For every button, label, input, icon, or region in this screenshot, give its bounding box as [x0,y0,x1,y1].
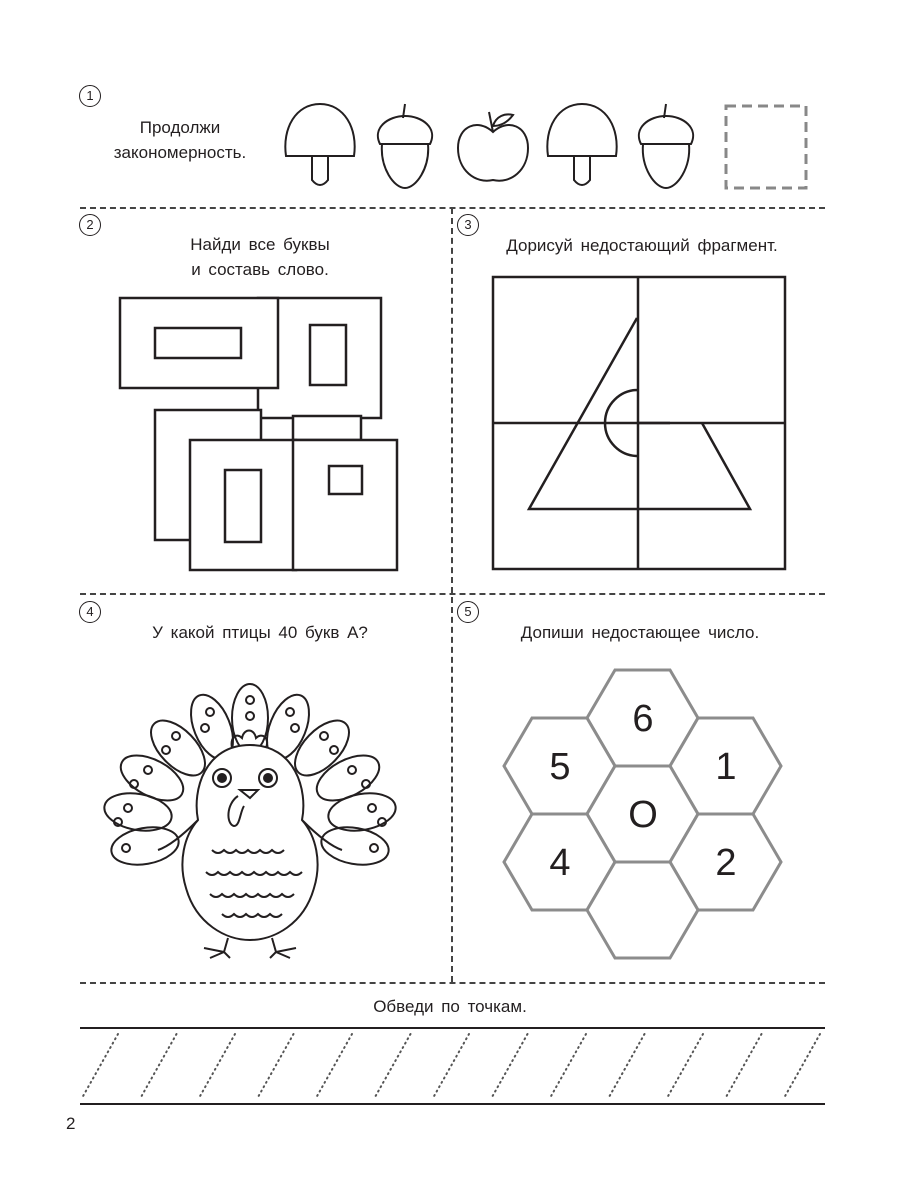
task-4-instruction: У какой птицы 40 букв А? [152,623,368,642]
tracing-dotted-line[interactable] [316,1034,352,1098]
task-number-1: 1 [79,85,101,107]
hex-value-lower-right: 2 [715,842,737,884]
page-number: 2 [66,1114,76,1133]
task-number-2: 2 [79,214,101,236]
tracing-dotted-line[interactable] [550,1034,586,1098]
task-1-line-1: Продолжи [139,118,221,137]
tracing-dotted-line[interactable] [375,1034,411,1098]
task-6-instruction: Обведи по точкам. [373,997,527,1016]
task-number-3: 3 [457,214,479,236]
tracing-dotted-line[interactable] [433,1034,469,1098]
tracing-dotted-line[interactable] [667,1034,703,1098]
task-number-5: 5 [457,601,479,623]
tracing-dotted-line[interactable] [199,1034,235,1098]
hex-value-center: О [628,794,658,836]
tracing-dotted-line[interactable] [141,1034,177,1098]
tracing-dotted-line[interactable] [492,1034,528,1098]
tracing-dotted-line[interactable] [258,1034,294,1098]
tracing-dotted-line[interactable] [609,1034,645,1098]
tracing-dotted-line[interactable] [784,1034,820,1098]
task-number-4: 4 [79,601,101,623]
tracing-dotted-line[interactable] [82,1034,118,1098]
hex-value-upper-left: 5 [549,746,571,788]
task-3-instruction: Дорисуй недостающий фрагмент. [506,236,778,255]
tracing-dotted-line[interactable] [726,1034,762,1098]
task-2-line-2: и составь слово. [191,260,329,279]
hex-value-top: 6 [632,698,654,740]
hex-value-upper-right: 1 [715,746,737,788]
task-5-instruction: Допиши недостающее число. [520,623,760,642]
hex-value-lower-left: 4 [549,842,571,884]
task-1-line-2: закономерность. [113,143,247,162]
task-2-line-1: Найди все буквы [190,235,330,254]
